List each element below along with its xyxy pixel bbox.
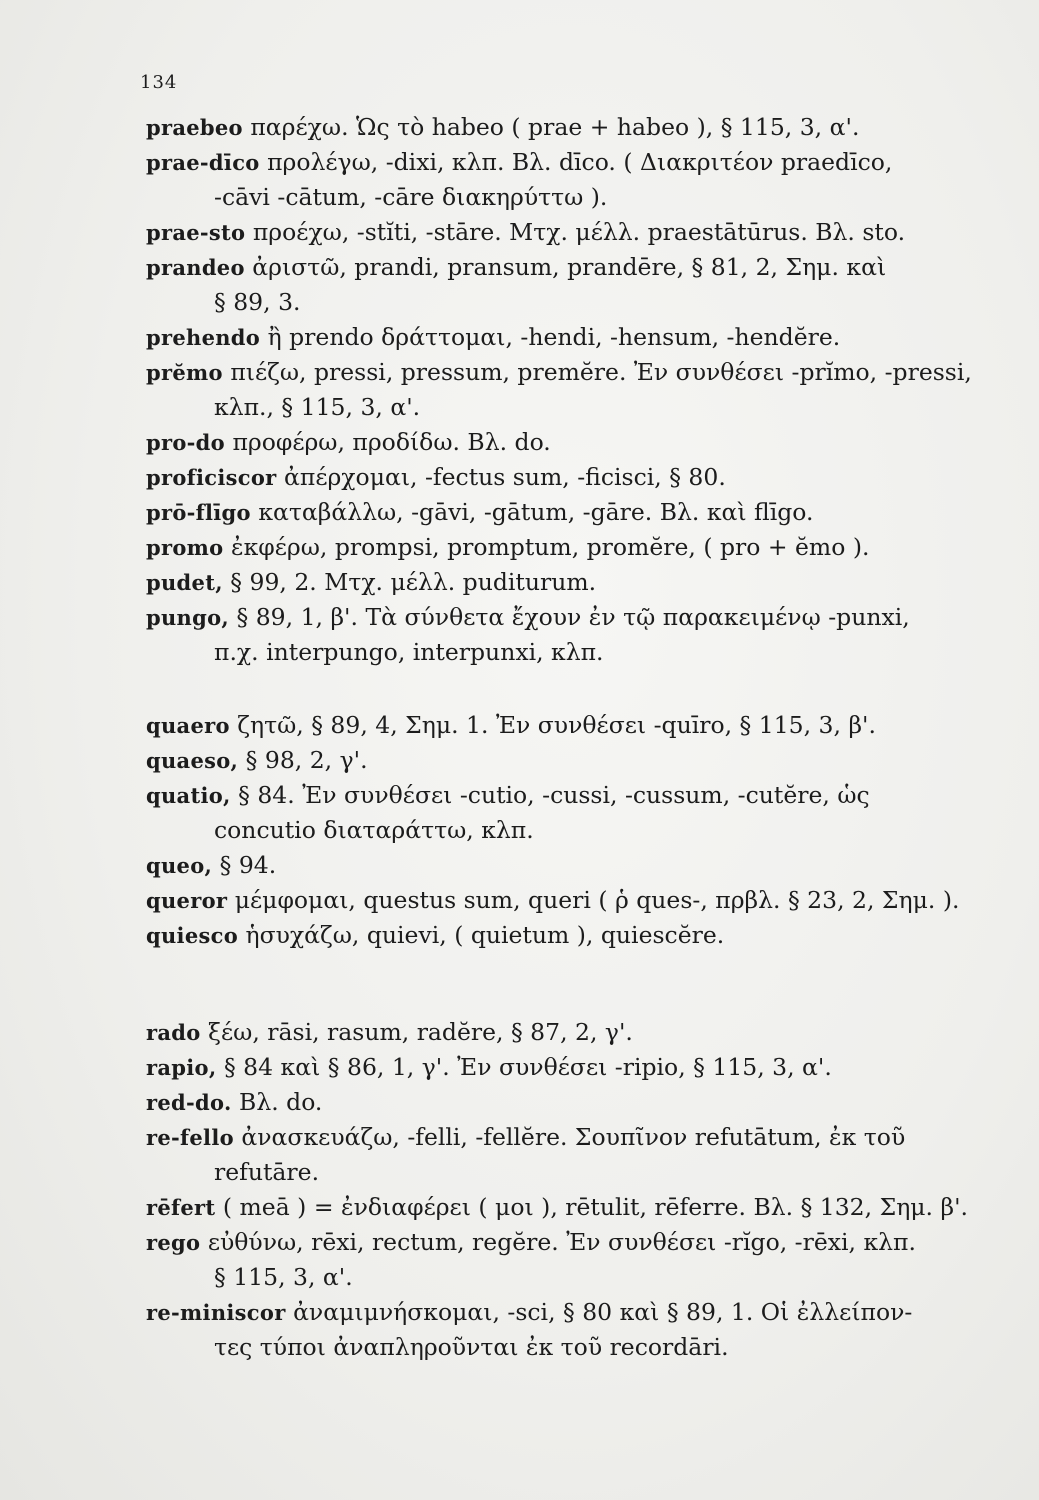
entry-first-line — [146, 848, 1006, 883]
section-gap — [146, 953, 1006, 1015]
entry-first-line — [146, 918, 1006, 953]
dictionary-entry — [146, 743, 1006, 778]
entry-continuation-line — [146, 285, 1006, 320]
entry-headword: quatio, — [146, 783, 231, 808]
entry-first-line — [146, 215, 1006, 250]
dictionary-entry — [146, 530, 1006, 565]
dictionary-entry — [146, 848, 1006, 883]
entry-continuation-line — [146, 813, 1006, 848]
entry-first-line — [146, 145, 1006, 180]
dictionary-entry — [146, 565, 1006, 600]
entry-headword: rapio, — [146, 1055, 217, 1080]
section-gap — [146, 670, 1006, 708]
entry-first-line — [146, 743, 1006, 778]
dictionary-entry — [146, 1225, 1006, 1295]
dictionary-entry — [146, 495, 1006, 530]
dictionary-entry — [146, 460, 1006, 495]
entry-first-line — [146, 883, 1006, 918]
entry-headword: prae-dīco — [146, 150, 260, 175]
dictionary-entry — [146, 1050, 1006, 1085]
dictionary-entries — [146, 110, 1006, 1365]
entry-text: § 99, 2. Μτχ. μέλλ. puditurum. — [230, 568, 597, 596]
dictionary-entry — [146, 320, 1006, 355]
entry-headword: pungo, — [146, 605, 230, 630]
entry-headword: prĕmo — [146, 360, 223, 385]
entry-text: § 115, 3, α'. — [214, 1263, 353, 1291]
entry-headword: promo — [146, 535, 224, 560]
entry-first-line — [146, 1225, 1006, 1260]
entry-headword: quiesco — [146, 923, 239, 948]
entry-headword: red-do. — [146, 1090, 232, 1115]
entry-first-line — [146, 1120, 1006, 1155]
entry-text: § 98, 2, γ'. — [245, 746, 368, 774]
entry-headword: prō-flīgo — [146, 500, 251, 525]
dictionary-entry — [146, 1120, 1006, 1190]
entry-first-line — [146, 320, 1006, 355]
entry-headword: rēfert — [146, 1195, 216, 1220]
entry-first-line — [146, 250, 1006, 285]
entry-first-line — [146, 708, 1006, 743]
entry-text: π.χ. interpungo, interpunxi, κλπ. — [214, 638, 604, 666]
entry-first-line — [146, 355, 1006, 390]
entry-headword: rado — [146, 1020, 201, 1045]
dictionary-entry — [146, 425, 1006, 460]
entry-first-line — [146, 1015, 1006, 1050]
entry-text: μέμφομαι, questus sum, queri ( ῥ ques-, πρβλ. § 23, 2, Σημ. ). — [234, 886, 960, 914]
entry-section — [146, 1015, 1006, 1365]
dictionary-entry — [146, 708, 1006, 743]
entry-text: concutio διαταράττω, κλπ. — [214, 816, 534, 844]
dictionary-entry — [146, 600, 1006, 670]
entry-text: τες τύποι ἀναπληροῦνται ἐκ τοῦ recordāri. — [214, 1333, 729, 1361]
entry-text: ἢ prendo δράττομαι, -hendi, -hensum, -hendĕre. — [267, 323, 841, 351]
entry-headword: pro-do — [146, 430, 225, 455]
dictionary-entry — [146, 215, 1006, 250]
entry-first-line — [146, 1050, 1006, 1085]
entry-text: ( meā ) = ἐνδιαφέρει ( μοι ), rētulit, rēferre. Βλ. § 132, Σημ. β'. — [222, 1193, 969, 1221]
entry-headword: re-fello — [146, 1125, 234, 1150]
entry-continuation-line — [146, 1260, 1006, 1295]
entry-continuation-line — [146, 1155, 1006, 1190]
entry-text: ἐκφέρω, prompsi, promptum, promĕre, ( pro + ĕmo ). — [230, 533, 870, 561]
entry-continuation-line — [146, 635, 1006, 670]
entry-text: § 89, 3. — [214, 288, 301, 316]
entry-headword: rego — [146, 1230, 201, 1255]
entry-first-line — [146, 495, 1006, 530]
dictionary-entry — [146, 1015, 1006, 1050]
dictionary-entry — [146, 355, 1006, 425]
entry-headword: prae-sto — [146, 220, 246, 245]
entry-headword: re-miniscor — [146, 1300, 286, 1325]
entry-first-line — [146, 530, 1006, 565]
dictionary-entry — [146, 918, 1006, 953]
entry-first-line — [146, 600, 1006, 635]
entry-headword: prehendo — [146, 325, 261, 350]
entry-continuation-line — [146, 180, 1006, 215]
entry-headword: proficiscor — [146, 465, 277, 490]
entry-headword: queror — [146, 888, 228, 913]
dictionary-entry — [146, 1085, 1006, 1120]
entry-text: § 94. — [219, 851, 277, 879]
entry-text: ἡσυχάζω, quievi, ( quietum ), quiescĕre. — [245, 921, 725, 949]
entry-text: § 84 καὶ § 86, 1, γ'. Ἐν συνθέσει -ripio, § 115, 3, α'. — [223, 1053, 832, 1081]
dictionary-entry — [146, 1295, 1006, 1365]
entry-text: § 84. Ἐν συνθέσει -cutio, -cussi, -cussum, -cutĕre, ὡς — [238, 781, 870, 809]
entry-continuation-line — [146, 1330, 1006, 1365]
entry-first-line — [146, 460, 1006, 495]
entry-first-line — [146, 778, 1006, 813]
entry-text: πιέζω, pressi, pressum, premĕre. Ἐν συνθέσει -prĭmo, -pressi, — [230, 358, 972, 386]
entry-first-line — [146, 1190, 1006, 1225]
dictionary-entry — [146, 1190, 1006, 1225]
entry-text: refutāre. — [214, 1158, 320, 1186]
page-number: 134 — [140, 72, 178, 93]
entry-text: κλπ., § 115, 3, α'. — [214, 393, 421, 421]
entry-first-line — [146, 1085, 1006, 1120]
entry-first-line — [146, 110, 1006, 145]
entry-section — [146, 110, 1006, 670]
entry-text: § 89, 1, β'. Τὰ σύνθετα ἔχουν ἐν τῷ παρακειμένῳ -punxi, — [236, 603, 910, 631]
dictionary-entry — [146, 110, 1006, 145]
dictionary-entry — [146, 145, 1006, 215]
entry-headword: praebeo — [146, 115, 243, 140]
entry-text: ἀπέρχομαι, -fectus sum, -ficisci, § 80. — [284, 463, 726, 491]
dictionary-entry — [146, 778, 1006, 848]
entry-text: εὐθύνω, rēxi, rectum, regĕre. Ἐν συνθέσει -rĭgo, -rēxi, κλπ. — [207, 1228, 916, 1256]
entry-text: προφέρω, προδίδω. Βλ. do. — [232, 428, 551, 456]
entry-text: ἀνασκευάζω, -felli, -fellĕre. Σουπῖνον refutātum, ἐκ τοῦ — [241, 1123, 906, 1151]
entry-text: ξέω, rāsi, rasum, radĕre, § 87, 2, γ'. — [208, 1018, 633, 1046]
entry-continuation-line — [146, 390, 1006, 425]
entry-headword: queo, — [146, 853, 213, 878]
entry-headword: quaeso, — [146, 748, 239, 773]
entry-text: προλέγω, -dixi, κλπ. Βλ. dīco. ( Διακριτέον praedīco, — [267, 148, 893, 176]
dictionary-entry — [146, 883, 1006, 918]
entry-text: ζητῶ, § 89, 4, Σημ. 1. Ἐν συνθέσει -quīro, § 115, 3, β'. — [237, 711, 876, 739]
entry-text: Βλ. do. — [239, 1088, 323, 1116]
entry-section — [146, 708, 1006, 953]
entry-text: -cāvi -cātum, -cāre διακηρύττω ). — [214, 183, 608, 211]
entry-first-line — [146, 1295, 1006, 1330]
dictionary-entry — [146, 250, 1006, 320]
entry-text: ἀριστῶ, prandi, pransum, prandēre, § 81, 2, Σημ. καὶ — [252, 253, 887, 281]
entry-text: καταβάλλω, -gāvi, -gātum, -gāre. Βλ. καὶ flīgo. — [258, 498, 814, 526]
entry-text: προέχω, -stĭti, -stāre. Μτχ. μέλλ. praestātūrus. Βλ. sto. — [252, 218, 906, 246]
entry-headword: pudet, — [146, 570, 223, 595]
entry-first-line — [146, 425, 1006, 460]
entry-text: παρέχω. Ὡς τὸ habeo ( prae + habeo ), § 115, 3, α'. — [250, 113, 860, 141]
entry-headword: quaero — [146, 713, 230, 738]
entry-headword: prandeo — [146, 255, 245, 280]
entry-first-line — [146, 565, 1006, 600]
entry-text: ἀναμιμνήσκομαι, -sci, § 80 καὶ § 89, 1. Οἱ ἐλλείπον- — [293, 1298, 913, 1326]
